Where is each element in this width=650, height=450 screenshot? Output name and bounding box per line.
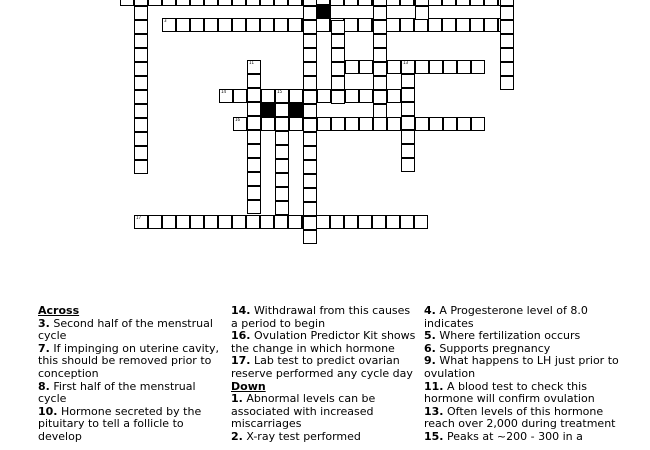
grid-cell[interactable]: [415, 60, 429, 74]
grid-cell[interactable]: [386, 0, 400, 6]
clue-number-label: 17.: [231, 354, 251, 368]
grid-cell[interactable]: [331, 48, 345, 62]
clue-text: A blood test to check this hormone will confirm ovulation: [424, 379, 595, 406]
clue-number-label: 4.: [424, 304, 436, 317]
grid-cell[interactable]: [134, 76, 148, 90]
grid-cell[interactable]: [303, 132, 317, 146]
clue-number: 17: [136, 215, 142, 220]
grid-cell[interactable]: [303, 216, 317, 230]
grid-cell[interactable]: [275, 89, 289, 103]
grid-cell[interactable]: [331, 20, 345, 34]
grid-cell[interactable]: [443, 60, 457, 74]
grid-cell[interactable]: [162, 0, 176, 6]
grid-cell[interactable]: [373, 6, 387, 20]
clue-item: [424, 355, 624, 380]
grid-cell[interactable]: [219, 89, 233, 103]
grid-cell[interactable]: [317, 89, 331, 103]
clue-number-label: 9.: [424, 354, 436, 368]
grid-cell[interactable]: [260, 215, 274, 229]
clue-number-label: 11.: [424, 379, 444, 393]
grid-cell[interactable]: [456, 0, 470, 6]
grid-cell[interactable]: [176, 18, 190, 32]
grid-cell[interactable]: [331, 117, 345, 131]
grid-cell[interactable]: [134, 118, 148, 132]
grid-cell[interactable]: [457, 117, 471, 131]
grid-cell[interactable]: [500, 20, 514, 34]
grid-cell[interactable]: [275, 159, 289, 173]
clue-number-label: 3.: [38, 316, 50, 330]
grid-cell[interactable]: [414, 215, 428, 229]
grid-cell[interactable]: [275, 187, 289, 201]
grid-cell[interactable]: [288, 18, 302, 32]
grid-cell[interactable]: [261, 117, 275, 131]
grid-cell[interactable]: [358, 0, 372, 6]
clue-text: Second half of the menstrual cycle: [38, 316, 213, 343]
grid-cell[interactable]: [386, 215, 400, 229]
grid-cell[interactable]: [345, 89, 359, 103]
grid-cell[interactable]: [303, 174, 317, 188]
grid-cell[interactable]: [400, 215, 414, 229]
grid-cell[interactable]: [247, 172, 261, 186]
grid-cell[interactable]: [134, 6, 148, 20]
grid-cell[interactable]: [232, 215, 246, 229]
grid-cell[interactable]: [331, 90, 345, 104]
grid-cell[interactable]: [401, 88, 415, 102]
grid-cell[interactable]: [429, 117, 443, 131]
grid-cell[interactable]: [247, 102, 261, 116]
grid-cell[interactable]: [330, 215, 344, 229]
grid-cell[interactable]: [275, 103, 289, 117]
grid-cell[interactable]: [387, 60, 401, 74]
clue-number-label: 2.: [231, 429, 243, 443]
grid-cell[interactable]: [275, 173, 289, 187]
grid-cell[interactable]: [471, 60, 485, 74]
grid-cell[interactable]: [358, 215, 372, 229]
grid-cell[interactable]: [190, 18, 204, 32]
grid-cell[interactable]: [288, 0, 302, 6]
grid-cell[interactable]: [331, 62, 345, 76]
grid-cell[interactable]: [233, 117, 247, 131]
grid-cell[interactable]: [373, 62, 387, 76]
grid-cell[interactable]: [401, 74, 415, 88]
grid-cell[interactable]: [176, 215, 190, 229]
grid-cell[interactable]: [471, 117, 485, 131]
grid-cell[interactable]: [134, 34, 148, 48]
clue-list: [0, 305, 650, 450]
grid-cell[interactable]: [247, 74, 261, 88]
clue-heading: Across: [38, 304, 80, 317]
grid-cell[interactable]: [247, 200, 261, 214]
grid-cell[interactable]: [303, 146, 317, 160]
grid-cell[interactable]: [303, 104, 317, 118]
grid-cell[interactable]: [134, 62, 148, 76]
clue-item: [231, 330, 416, 355]
grid-cell[interactable]: [274, 18, 288, 32]
grid-block: [261, 103, 275, 117]
grid-cell[interactable]: [246, 18, 260, 32]
grid-cell[interactable]: [303, 230, 317, 244]
clue-number-label: 6.: [424, 341, 436, 355]
clue-number-label: 16.: [231, 329, 251, 343]
clue-text: Ovulation Predictor Kit shows the change in which hormone: [231, 329, 416, 355]
grid-cell[interactable]: [359, 89, 373, 103]
clue-number-label: 7.: [38, 341, 50, 355]
clue-item: [231, 305, 416, 330]
grid-cell[interactable]: [275, 201, 289, 215]
grid-cell[interactable]: [190, 215, 204, 229]
grid-cell[interactable]: [331, 76, 345, 90]
clue-number: 15: [277, 89, 283, 94]
grid-cell[interactable]: [260, 0, 274, 6]
clue-number-label: 14.: [231, 304, 251, 317]
grid-cell[interactable]: [288, 215, 302, 229]
clue-text: Withdrawal from this causes a period to begin: [231, 304, 411, 330]
grid-cell[interactable]: [443, 117, 457, 131]
grid-cell[interactable]: [162, 215, 176, 229]
grid-cell[interactable]: [428, 0, 442, 6]
clue-column-2: [231, 305, 416, 444]
grid-cell[interactable]: [344, 18, 358, 32]
clue-item: [38, 343, 223, 381]
grid-cell[interactable]: [247, 158, 261, 172]
grid-cell[interactable]: [134, 160, 148, 174]
grid-cell[interactable]: [274, 215, 288, 229]
grid-cell[interactable]: [275, 131, 289, 145]
grid-cell[interactable]: [289, 117, 303, 131]
grid-cell[interactable]: [162, 18, 176, 32]
grid-cell[interactable]: [401, 60, 415, 74]
grid-cell[interactable]: [247, 144, 261, 158]
grid-cell[interactable]: [344, 215, 358, 229]
grid-cell[interactable]: [500, 48, 514, 62]
grid-cell[interactable]: [457, 60, 471, 74]
clue-text: First half of the menstrual cycle: [38, 379, 196, 406]
grid-cell[interactable]: [247, 60, 261, 74]
clue-item: [231, 431, 416, 444]
grid-cell[interactable]: [303, 76, 317, 90]
clue-item: [38, 381, 223, 406]
clue-heading: Down: [231, 379, 266, 393]
clue-text: A Progesterone level of 8.0 indicates: [424, 304, 588, 330]
grid-cell[interactable]: [401, 102, 415, 116]
grid-cell[interactable]: [330, 0, 344, 6]
clue-text: Abnormal levels can be associated with increased miscarriages: [231, 392, 376, 431]
grid-cell[interactable]: [134, 146, 148, 160]
grid-cell[interactable]: [401, 144, 415, 158]
grid-cell[interactable]: [148, 0, 162, 6]
grid-cell[interactable]: [401, 116, 415, 130]
grid-cell[interactable]: [218, 18, 232, 32]
grid-cell[interactable]: [373, 48, 387, 62]
clue-number: 11: [249, 60, 255, 65]
grid-cell[interactable]: [386, 18, 400, 32]
grid-cell[interactable]: [373, 20, 387, 34]
grid-cell[interactable]: [345, 117, 359, 131]
grid-cell[interactable]: [345, 60, 359, 74]
clue-number-label: 5.: [424, 329, 436, 343]
grid-cell[interactable]: [500, 6, 514, 20]
clue-item: [424, 381, 624, 406]
grid-cell[interactable]: [359, 117, 373, 131]
grid-cell[interactable]: [414, 18, 428, 32]
grid-cell[interactable]: [316, 18, 330, 32]
clue-number-label: 10.: [38, 404, 58, 418]
grid-cell[interactable]: [247, 88, 261, 102]
grid-cell[interactable]: [470, 0, 484, 6]
grid-cell[interactable]: [275, 117, 289, 131]
grid-cell[interactable]: [500, 76, 514, 90]
clue-number-label: 13.: [424, 404, 444, 418]
grid-cell[interactable]: [134, 90, 148, 104]
grid-cell[interactable]: [303, 188, 317, 202]
grid-cell[interactable]: [500, 62, 514, 76]
grid-cell[interactable]: [401, 158, 415, 172]
grid-cell[interactable]: [303, 202, 317, 216]
grid-cell[interactable]: [456, 18, 470, 32]
grid-cell[interactable]: [261, 89, 275, 103]
clue-column-1: [38, 305, 223, 444]
grid-cell[interactable]: [401, 130, 415, 144]
grid-cell[interactable]: [303, 34, 317, 48]
grid-cell[interactable]: [429, 60, 443, 74]
grid-cell[interactable]: [303, 160, 317, 174]
grid-cell[interactable]: [232, 0, 246, 6]
grid-cell[interactable]: [204, 0, 218, 6]
grid-cell[interactable]: [303, 48, 317, 62]
grid-cell[interactable]: [176, 0, 190, 6]
grid-cell[interactable]: [317, 117, 331, 131]
grid-cell[interactable]: [303, 6, 317, 20]
clue-number-label: 15.: [424, 429, 444, 443]
clue-number-label: 8.: [38, 379, 50, 393]
grid-cell[interactable]: [387, 117, 401, 131]
clue-text: Hormone secreted by the pituitary to tell a follicle to develop: [38, 404, 202, 443]
clue-text: Often levels of this hormone reach over 2,000 during treatment: [424, 404, 616, 431]
grid-cell[interactable]: [233, 89, 247, 103]
grid-cell[interactable]: [134, 215, 148, 229]
grid-cell[interactable]: [134, 20, 148, 34]
grid-cell[interactable]: [373, 104, 387, 118]
grid-cell[interactable]: [134, 48, 148, 62]
grid-cell[interactable]: [275, 145, 289, 159]
grid-cell[interactable]: [359, 60, 373, 74]
grid-cell[interactable]: [373, 90, 387, 104]
grid-cell[interactable]: [344, 0, 358, 6]
grid-cell[interactable]: [134, 104, 148, 118]
grid-cell[interactable]: [428, 18, 442, 32]
clue-text: If impinging on uterine cavity, this should be removed prior to conception: [38, 341, 219, 380]
grid-cell[interactable]: [331, 34, 345, 48]
clue-column-3: [424, 305, 624, 444]
grid-cell[interactable]: [134, 132, 148, 146]
grid-cell[interactable]: [316, 215, 330, 229]
grid-cell[interactable]: [303, 118, 317, 132]
grid-block: [317, 4, 331, 18]
grid-cell[interactable]: [247, 116, 261, 130]
grid-cell[interactable]: [289, 89, 303, 103]
grid-block: [289, 103, 303, 117]
grid-cell[interactable]: [470, 18, 484, 32]
grid-cell[interactable]: [232, 18, 246, 32]
clue-number: 14: [221, 89, 227, 94]
grid-cell[interactable]: [246, 215, 260, 229]
clue-number-label: 1.: [231, 392, 243, 406]
clue-text: Where fertilization occurs: [439, 329, 581, 343]
clue-text: What happens to LH just prior to ovulation: [424, 354, 619, 380]
clue-text: Peaks at ~200 - 300 in a: [447, 429, 583, 443]
clue-item: [38, 318, 223, 343]
grid-cell[interactable]: [373, 117, 387, 131]
grid-cell[interactable]: [303, 62, 317, 76]
grid-cell[interactable]: [303, 90, 317, 104]
clue-text: X-ray test performed: [246, 429, 361, 443]
grid-cell[interactable]: [484, 0, 498, 6]
grid-cell[interactable]: [247, 186, 261, 200]
grid-cell[interactable]: [400, 0, 414, 6]
grid-cell[interactable]: [204, 215, 218, 229]
grid-cell[interactable]: [358, 18, 372, 32]
grid-cell[interactable]: [387, 89, 401, 103]
clue-number: 13: [403, 60, 409, 65]
grid-cell[interactable]: [247, 130, 261, 144]
grid-cell[interactable]: [484, 18, 498, 32]
grid-cell[interactable]: [415, 6, 429, 20]
grid-cell[interactable]: [120, 0, 134, 6]
clue-item: [424, 305, 624, 330]
grid-cell[interactable]: [442, 0, 456, 6]
grid-cell[interactable]: [190, 0, 204, 6]
clue-item: [231, 393, 416, 431]
grid-cell[interactable]: [260, 18, 274, 32]
grid-cell[interactable]: [303, 20, 317, 34]
clue-item: [38, 406, 223, 444]
grid-cell[interactable]: [372, 215, 386, 229]
clue-number: 16: [235, 117, 241, 122]
grid-cell[interactable]: [500, 34, 514, 48]
clue-item: [231, 355, 416, 380]
grid-cell[interactable]: [204, 18, 218, 32]
clue-text: Supports pregnancy: [439, 341, 551, 355]
grid-cell[interactable]: [373, 34, 387, 48]
grid-cell[interactable]: [218, 0, 232, 6]
clue-item: [424, 431, 624, 444]
grid-cell[interactable]: [400, 18, 414, 32]
grid-cell[interactable]: [415, 117, 429, 131]
clue-number: 3: [164, 18, 167, 23]
grid-cell[interactable]: [373, 76, 387, 90]
clue-item: [424, 406, 624, 431]
grid-cell[interactable]: [246, 0, 260, 6]
grid-cell[interactable]: [218, 215, 232, 229]
grid-cell[interactable]: [442, 18, 456, 32]
clue-text: Lab test to predict ovarian reserve performed any cycle day: [231, 354, 413, 380]
grid-cell[interactable]: [148, 215, 162, 229]
grid-cell[interactable]: [274, 0, 288, 6]
